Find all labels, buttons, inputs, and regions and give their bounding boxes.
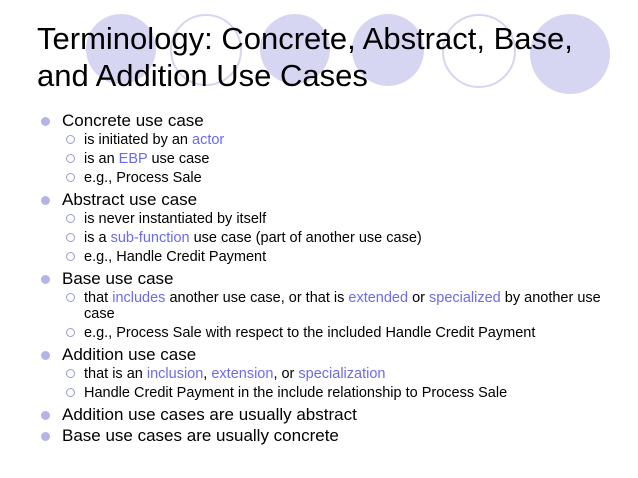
highlighted-term: specialized (429, 290, 501, 306)
sub-bullet-item (62, 230, 631, 246)
title-line-1: Terminology: Concrete, Abstract, Base, (37, 21, 573, 56)
hollow-circle-bullet-icon (66, 214, 75, 223)
bullet-item (41, 344, 631, 365)
highlighted-term: sub-function (110, 230, 190, 246)
hollow-circle-bullet-icon (66, 135, 75, 144)
hollow-circle-bullet-icon (66, 369, 75, 378)
sub-bullet-text: e.g., Process Sale (84, 170, 202, 186)
highlighted-term: inclusion (146, 366, 204, 382)
sub-bullet-text: , (203, 366, 212, 382)
sub-bullet-list (62, 366, 631, 401)
bullet-text: Addition use case (62, 345, 197, 364)
sub-bullet-item (62, 290, 631, 322)
highlighted-term: includes (112, 290, 166, 306)
sub-bullet-list (62, 132, 631, 186)
hollow-circle-bullet-icon (66, 328, 75, 337)
bullet-item (41, 110, 631, 131)
sub-bullet-text: that is an (84, 366, 147, 382)
sub-bullet-text: is an (84, 151, 119, 167)
highlighted-term: actor (192, 132, 225, 148)
sub-bullet-text: another use case, or that is (165, 290, 349, 306)
highlighted-term: extended (348, 290, 409, 306)
sub-bullet-item (62, 366, 631, 382)
title-line-2: and Addition Use Cases (37, 58, 368, 93)
sub-bullet-text: is initiated by an (84, 132, 193, 148)
bullet-dot-icon (41, 351, 50, 360)
sub-bullet-text: that (84, 290, 113, 306)
sub-bullet-list (62, 290, 631, 341)
hollow-circle-bullet-icon (66, 252, 75, 261)
sub-bullet-item (62, 170, 631, 186)
sub-bullet-text: use case (part of another use case) (189, 230, 422, 246)
sub-bullet-item (62, 385, 631, 401)
slide-title (37, 20, 627, 94)
sub-bullet-item (62, 151, 631, 167)
sub-bullet-text: , or (273, 366, 299, 382)
sub-bullet-text: or (408, 290, 430, 306)
bullet-item (41, 189, 631, 210)
bullet-text: Base use cases are usually concrete (62, 426, 339, 445)
sub-bullet-item (62, 249, 631, 265)
sub-bullet-item (62, 132, 631, 148)
hollow-circle-bullet-icon (66, 173, 75, 182)
hollow-circle-bullet-icon (66, 154, 75, 163)
bullet-dot-icon (41, 196, 50, 205)
bullet-dot-icon (41, 275, 50, 284)
highlighted-term: EBP (118, 151, 148, 167)
highlighted-term: specialization (298, 366, 386, 382)
bullet-item (41, 404, 631, 425)
bullet-dot-icon (41, 432, 50, 441)
sub-bullet-text: is a (84, 230, 111, 246)
bullet-text: Addition use cases are usually abstract (62, 405, 357, 424)
bullet-item (41, 425, 631, 446)
bullet-text: Base use case (62, 269, 174, 288)
sub-bullet-list (62, 211, 631, 265)
sub-bullet-text: by another use case (84, 290, 601, 322)
highlighted-term: extension (211, 366, 274, 382)
sub-bullet-text: is never instantiated by itself (84, 211, 267, 227)
sub-bullet-text: e.g., Handle Credit Payment (84, 249, 267, 265)
bullet-text: Abstract use case (62, 190, 198, 209)
bullet-dot-icon (41, 117, 50, 126)
hollow-circle-bullet-icon (66, 233, 75, 242)
hollow-circle-bullet-icon (66, 388, 75, 397)
sub-bullet-item (62, 325, 631, 341)
bullet-dot-icon (41, 411, 50, 420)
bullet-item (41, 268, 631, 289)
bullet-text: Concrete use case (62, 111, 204, 130)
sub-bullet-item (62, 211, 631, 227)
sub-bullet-text: e.g., Process Sale with respect to the included Handle Credit Payment (84, 325, 536, 341)
sub-bullet-text: use case (147, 151, 210, 167)
hollow-circle-bullet-icon (66, 293, 75, 302)
sub-bullet-text: Handle Credit Payment in the include relationship to Process Sale (84, 385, 508, 401)
bullet-list (41, 110, 631, 446)
